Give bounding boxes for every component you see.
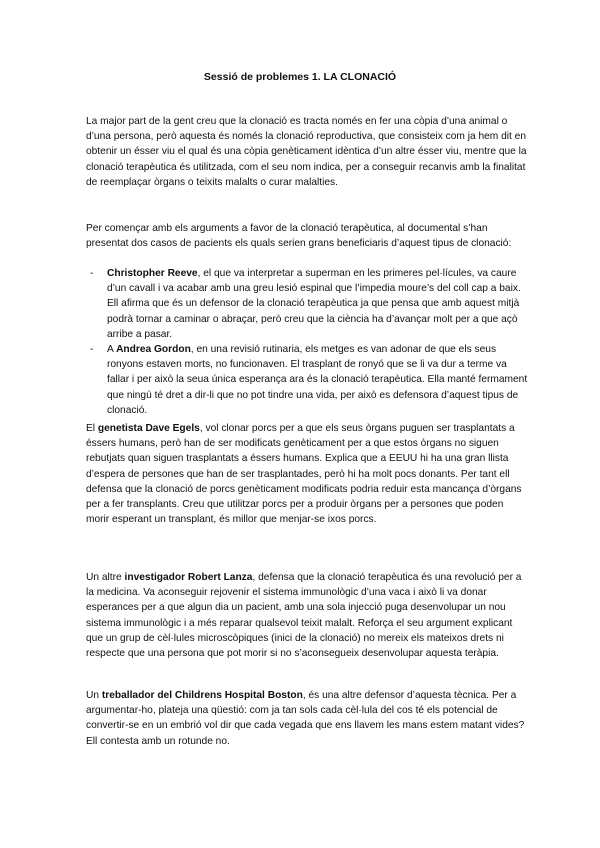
case-text: , el que va interpretar a superman en les primeres pel·lícules, va caure d’un cavall i va acabar amb una greu lesió espinal que l’impedia moure’s del coll cap a baix. Ell afirma que és un defensor de la clonació terapèutica ja que pensa que amb aquest mitjà podrà tornar a caminar o abraçar, però creu que la ciència ha d’avançar molt per a que açò arribe a pasar. — [107, 268, 521, 340]
case-prefix: A — [107, 344, 117, 356]
list-bullet: - — [90, 268, 94, 279]
lanza-text: , defensa que la clonació terapèutica és una revolució per a la medicina. Va aconseguir rejovenir el sistema immunològic d’una vaca i això li va donar esperances per a que algun dia un pacient, amb una sola injecció puga desenvolupar un nou sistema immunològic i a més reparar qualsevol teixit malalt. Reforça el seu argument explicant que un grup de cèl·lules microscòpiques (inici de la clonació) no mereix els mateixos drets ni respecte que una persona que pot morir si no s’aconsegueix desenvolupar aquesta teràpia. — [86, 572, 522, 660]
intro-paragraph: La major part de la gent creu que la clonació es tracta només en fer una còpia d’una animal o d’una persona, però aquesta és només la clonació reproductiva, que consisteix com ja hem dit en obtenir un ésser viu el qual és una còpia genèticament idèntica d’un altre ésser viu, mentre que la clonació terapèutica és utilitzada, com el seu nom indica, per a conseguir recanvis amb la finalitat de reemplaçar òrgans o teixits malalts o curar malalties. — [86, 116, 527, 188]
list-item — [86, 342, 528, 418]
lanza-name: investigador Robert Lanza — [124, 572, 253, 583]
lanza-paragraph — [86, 570, 528, 661]
list-item — [86, 266, 528, 342]
boston-text: , és una altre defensor d’aquesta tècnica. Per a argumentar-ho, plateja una qüestió: com ja tan sols cada cèl·lula del cos té els potencial de convertir-se en un embrió vol dir que cada vegada que ens llavem les mans estem matant vides? Ell contesta amb un rotunde no. — [86, 690, 525, 747]
egels-text: , vol clonar porcs per a que els seus òrgans puguen ser trasplantats a éssers humans, però han de ser modificats genèticament per a que estos òrgans no siguen rebutjats quan siguen trasplantats a éssers humans. Explica que a EEUU hi ha una gran llista d’espera de persones que han de ser trasplantades, però hi ha molt pocs donants. Per tant ell defensa que la clonació de porcs genèticament modificats podria reduir esta mancança d’òrgans per a fer transplants. Creu que utilitzar porcs per a produir òrgans per a persones que poden morir esperant un transplant, és millor que menjar-se ixos porcs. — [86, 423, 522, 526]
page-title: Sessió de problemes 1. LA CLONACIÓ — [203, 71, 397, 83]
boston-paragraph — [86, 688, 528, 749]
boston-name: treballador del Childrens Hospital Boston — [101, 690, 303, 701]
boston-prefix: Un — [86, 690, 102, 701]
egels-prefix: El — [86, 423, 98, 434]
case-name: Christopher Reeve — [107, 268, 198, 279]
case-text: , en una revisió rutinaria, els metges es van adonar de que els seus ronyons estaven morts, no funcionaven. El trasplant de ronyó que se li va dur a terme va fallar i per això la seua única esperança ara és la clonació terapèutica. Ella manté fermament que ningú té dret a dir-li que no pot tindre una vida, per això es defensora d’aquest tipus de clonació. — [107, 344, 528, 416]
list-bullet: - — [90, 344, 94, 356]
egels-name: genetista Dave Egels — [97, 423, 200, 434]
egels-paragraph — [86, 421, 528, 527]
arguments-intro-paragraph: Per començar amb els arguments a favor de la clonació terapèutica, al documental s’han presentat dos casos de pacients els quals serien grans beneficiaris d’aquest tipus de clonació: — [86, 223, 512, 250]
lanza-prefix: Un altre — [86, 572, 125, 583]
case-name: Andrea Gordon — [116, 344, 191, 356]
patient-cases-list — [86, 266, 528, 418]
